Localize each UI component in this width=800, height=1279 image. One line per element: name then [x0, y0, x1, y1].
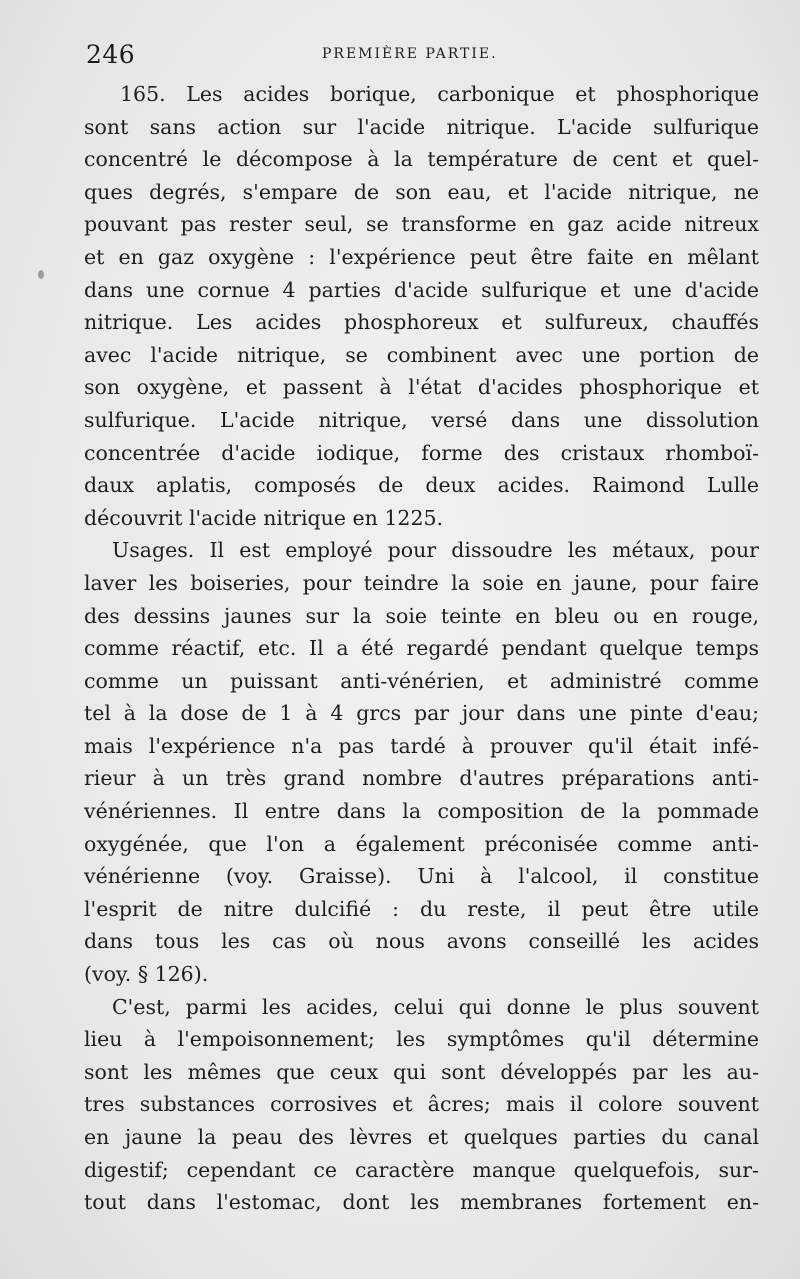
text-line: en jaune la peau des lèvres et quelques parties du canal [84, 1125, 759, 1149]
text-line: digestif; cependant ce caractère manque quelquefois, sur- [84, 1157, 759, 1182]
text-line: lieu à l'empoisonnement; les symptômes qu'il détermine [84, 1027, 759, 1052]
text-line: et en gaz oxygène : l'expérience peut être faite en mêlant [84, 244, 759, 269]
text-line: mais l'expérience n'a pas tardé à prouver qu'il était infé- [84, 733, 759, 758]
text-line: tout dans l'estomac, dont les membranes fortement en- [84, 1190, 759, 1215]
text-line: des dessins jaunes sur la soie teinte en bleu ou en rouge, [84, 603, 759, 628]
text-line: sont sans action sur l'acide nitrique. L'acide sulfurique [84, 114, 759, 139]
text-line: l'esprit de nitre dulcifié : du reste, il peut être utile [84, 896, 759, 921]
text-line: comme un puissant anti-vénérien, et administré comme [84, 668, 759, 693]
body-text [84, 78, 759, 1219]
text-line: dans une cornue 4 parties d'acide sulfurique et une d'acide [84, 277, 759, 302]
text-line: ques degrés, s'empare de son eau, et l'acide nitrique, ne [84, 179, 759, 204]
running-head: PREMIÈRE PARTIE. [322, 46, 498, 62]
text-line: vénérienne (voy. Graisse). Uni à l'alcool, il constitue [84, 864, 759, 889]
text-line: tres substances corrosives et âcres; mais il colore souvent [84, 1092, 759, 1117]
text-line: concentrée d'acide iodique, forme des cristaux rhomboï- [84, 440, 759, 465]
text-line: sont les mêmes que ceux qui sont développés par les au- [84, 1059, 759, 1084]
text-line: tel à la dose de 1 à 4 grcs par jour dans une pinte d'eau; [84, 701, 759, 726]
page-number: 246 [86, 40, 136, 69]
text-line: son oxygène, et passent à l'état d'acides phosphorique et [84, 375, 759, 400]
text-line: pouvant pas rester seul, se transforme en gaz acide nitreux [84, 212, 759, 237]
text-line: rieur à un très grand nombre d'autres préparations anti- [84, 766, 759, 791]
text-line: oxygénée, que l'on a également préconisée comme anti- [84, 831, 759, 856]
text-line: (voy. § 126). [84, 962, 209, 987]
text-line: comme réactif, etc. Il a été regardé pendant quelque temps [84, 636, 759, 661]
text-line: 165. Les acides borique, carbonique et phosphorique [120, 82, 759, 106]
text-line: C'est, parmi les acides, celui qui donne le plus souvent [112, 994, 759, 1019]
text-line: laver les boiseries, pour teindre la soie en jaune, pour faire [84, 570, 759, 595]
text-line: nitrique. Les acides phosphoreux et sulfureux, chauffés [84, 310, 759, 335]
page-header [86, 40, 760, 70]
text-line: dans tous les cas où nous avons conseillé les acides [84, 929, 759, 954]
text-line: daux aplatis, composés de deux acides. Raimond Lulle [84, 473, 759, 498]
text-line: sulfurique. L'acide nitrique, versé dans une dissolution [84, 407, 759, 432]
text-line: concentré le décompose à la température de cent et quel- [84, 147, 759, 172]
text-line: Usages. Il est employé pour dissoudre les métaux, pour [112, 538, 759, 563]
text-line: avec l'acide nitrique, se combinent avec une portion de [84, 342, 759, 367]
text-line: découvrit l'acide nitrique en 1225. [84, 505, 444, 530]
ink-speck [38, 270, 44, 279]
text-line: vénériennes. Il entre dans la composition de la pommade [84, 799, 759, 824]
